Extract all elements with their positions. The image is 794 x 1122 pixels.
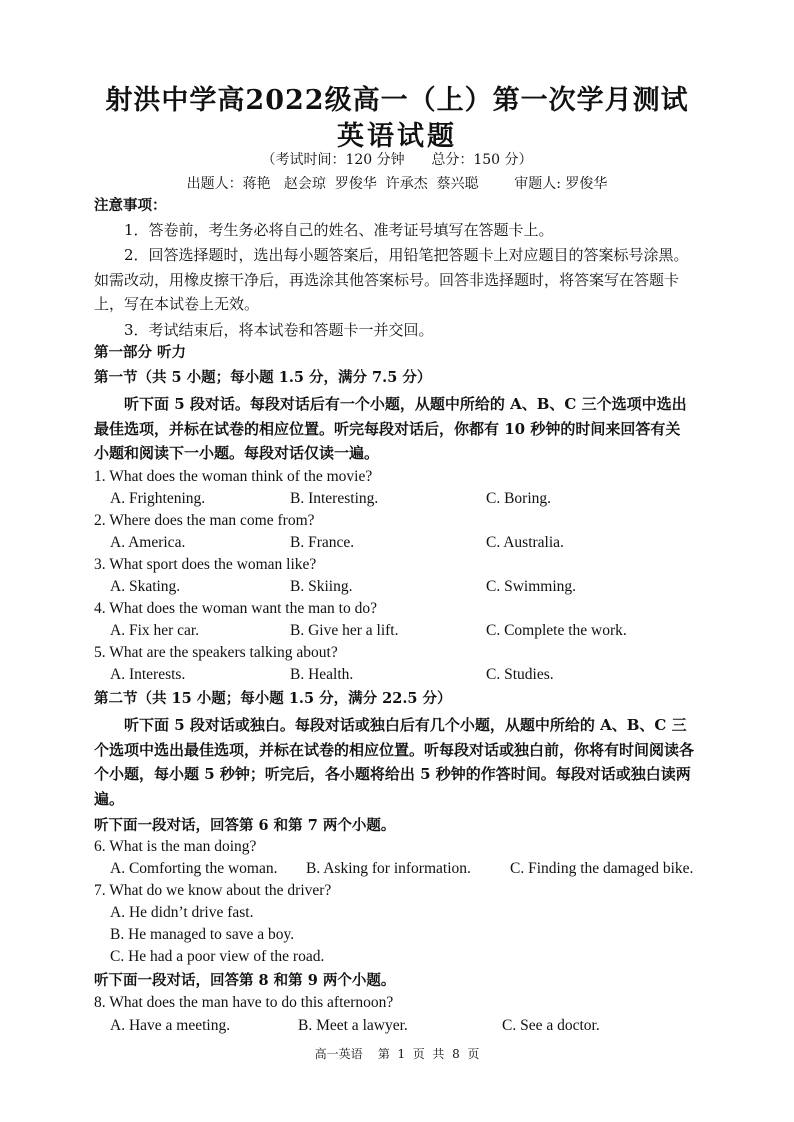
q6-option-c: C. Finding the damaged bike. <box>510 860 694 877</box>
question-6: 6. What is the man doing? <box>94 838 257 855</box>
q8-option-c: C. See a doctor. <box>502 1017 600 1034</box>
q7-option-a: A. He didn’t drive fast. <box>110 904 254 921</box>
q6-option-a: A. Comforting the woman. <box>110 860 278 877</box>
section1-heading: 第一节（共 5 小题；每小题 1.5 分，满分 7.5 分） <box>94 369 432 386</box>
q4-option-c: C. Complete the work. <box>486 622 627 639</box>
question-1: 1. What does the woman think of the movie? <box>94 468 373 485</box>
dialogue-6-7-heading: 听下面一段对话，回答第 6 和第 7 两个小题。 <box>94 817 396 834</box>
q3-option-c: C. Swimming. <box>486 578 577 595</box>
part1-heading: 第一部分 听力 <box>94 344 187 361</box>
question-5: 5. What are the speakers talking about? <box>94 644 338 661</box>
q3-option-a: A. Skating. <box>110 578 181 595</box>
page-footer: 高一英语 第 1 页 共 8 页 <box>314 1047 480 1061</box>
exam-authors: 出题人：蒋艳 赵会琼 罗俊华 许承杰 蔡兴聪 审题人: 罗俊华 <box>186 176 608 192</box>
notice-item-3: 3．考试结束后，将本试卷和答题卡一并交回。 <box>124 321 434 339</box>
question-4: 4. What does the woman want the man to do? <box>94 600 377 617</box>
q7-option-b: B. He managed to save a boy. <box>110 926 295 943</box>
notice-heading: 注意事项： <box>94 197 167 214</box>
q1-option-b: B. Interesting. <box>290 490 379 507</box>
q1-option-c: C. Boring. <box>486 490 552 507</box>
exam-title: 射洪中学高2022级高一（上）第一次学月测试 <box>105 85 689 116</box>
q3-option-b: B. Skiing. <box>290 578 353 595</box>
q1-option-a: A. Frightening. <box>110 490 206 507</box>
section1-instructions: 听下面 5 段对话。每段对话后有一个小题，从题中所给的 A、B、C 三个选项中选出最佳选项，并标在试卷的相应位置。听完每段对话后，你都有 10 秒钟的时间来回答有关小题和阅读下一小题。每段对话仅读一遍。 <box>94 395 687 462</box>
section2-instructions: 听下面 5 段对话或独白。每段对话或独白后有几个小题，从题中所给的 A、B、C 三个选项中选出最佳选项，并标在试卷的相应位置。听每段对话或独白前，你将有时间阅读各个小题，每小题 5 秒钟；听完后，各小题将给出 5 秒钟的作答时间。每段对话或独白读两遍。 <box>94 716 695 808</box>
question-2: 2. Where does the man come from? <box>94 512 315 529</box>
notice-item-1: 1．答卷前，考生务必将自己的姓名、准考证号填写在答题卡上。 <box>124 221 554 239</box>
q2-option-a: A. America. <box>110 534 186 551</box>
section2-heading: 第二节（共 15 小题；每小题 1.5 分，满分 22.5 分） <box>94 690 452 707</box>
question-8: 8. What does the man have to do this afternoon? <box>94 994 394 1011</box>
notice-item-2: 2．回答选择题时，选出每小题答案后，用铅笔把答题卡上对应题目的答案标号涂黑。如需改动，用橡皮擦干净后，再选涂其他答案标号。回答非选择题时，将答案写在答题卡上，写在本试卷上无效。 <box>94 246 689 313</box>
question-3: 3. What sport does the woman like? <box>94 556 317 573</box>
q8-option-a: A. Have a meeting. <box>110 1017 231 1034</box>
q7-option-c: C. He had a poor view of the road. <box>110 948 325 965</box>
q5-option-c: C. Studies. <box>486 666 554 683</box>
q5-option-b: B. Health. <box>290 666 354 683</box>
q8-option-b: B. Meet a lawyer. <box>298 1017 408 1034</box>
exam-info: （考试时间：120 分钟 总分：150 分） <box>261 152 533 168</box>
q4-option-b: B. Give her a lift. <box>290 622 399 639</box>
q2-option-c: C. Australia. <box>486 534 564 551</box>
q5-option-a: A. Interests. <box>110 666 186 683</box>
q6-option-b: B. Asking for information. <box>306 860 471 877</box>
exam-subject-title: 英语试题 <box>337 121 457 152</box>
question-7: 7. What do we know about the driver? <box>94 882 332 899</box>
q4-option-a: A. Fix her car. <box>110 622 200 639</box>
q2-option-b: B. France. <box>290 534 355 551</box>
dialogue-8-9-heading: 听下面一段对话，回答第 8 和第 9 两个小题。 <box>94 972 396 989</box>
